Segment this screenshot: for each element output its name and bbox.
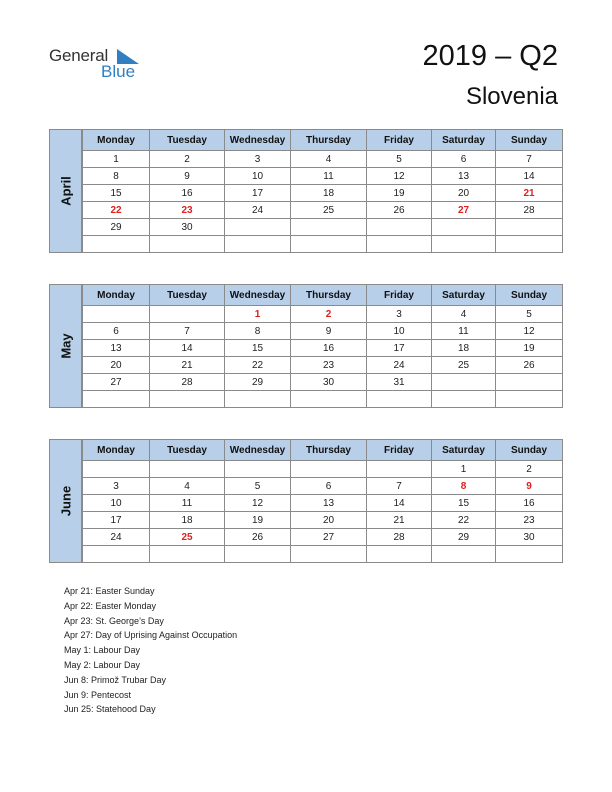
holiday-day-cell: 1: [225, 306, 291, 323]
day-cell: 14: [496, 168, 563, 185]
day-cell: 5: [367, 151, 432, 168]
empty-day-cell: [291, 219, 367, 236]
holiday-entry: Apr 27: Day of Uprising Against Occupation: [64, 630, 238, 641]
month-name: April: [58, 176, 73, 206]
weekday-header: Sunday: [496, 440, 563, 461]
day-cell: 30: [496, 529, 563, 546]
weekday-header-row: [83, 440, 563, 461]
month-label-panel: [49, 129, 82, 253]
week-row: [83, 391, 563, 408]
week-row: [83, 306, 563, 323]
week-row: [83, 202, 563, 219]
day-cell: 11: [291, 168, 367, 185]
empty-day-cell: [291, 236, 367, 253]
logo-text-general: General: [49, 46, 109, 65]
day-cell: 13: [291, 495, 367, 512]
empty-day-cell: [432, 219, 496, 236]
day-cell: 9: [291, 323, 367, 340]
day-cell: 28: [367, 529, 432, 546]
day-cell: 17: [83, 512, 150, 529]
day-cell: 20: [83, 357, 150, 374]
day-cell: 12: [225, 495, 291, 512]
day-cell: 17: [225, 185, 291, 202]
day-cell: 18: [291, 185, 367, 202]
empty-day-cell: [367, 546, 432, 563]
weekday-header: Thursday: [291, 440, 367, 461]
week-row: [83, 219, 563, 236]
month-label-panel: [49, 284, 82, 408]
empty-day-cell: [432, 236, 496, 253]
holiday-day-cell: 22: [83, 202, 150, 219]
weekday-header: Thursday: [291, 130, 367, 151]
week-row: [83, 151, 563, 168]
day-cell: 26: [496, 357, 563, 374]
day-cell: 10: [367, 323, 432, 340]
empty-day-cell: [83, 461, 150, 478]
day-cell: 6: [83, 323, 150, 340]
weekday-header: Friday: [367, 285, 432, 306]
day-cell: 11: [150, 495, 225, 512]
day-cell: 2: [150, 151, 225, 168]
weekday-header-row: [83, 130, 563, 151]
week-row: [83, 168, 563, 185]
week-row: [83, 512, 563, 529]
brand-logo: [49, 44, 149, 84]
empty-day-cell: [367, 236, 432, 253]
week-row: [83, 461, 563, 478]
day-cell: 22: [432, 512, 496, 529]
day-cell: 3: [83, 478, 150, 495]
empty-day-cell: [150, 306, 225, 323]
empty-day-cell: [225, 219, 291, 236]
holiday-entry: Apr 23: St. George’s Day: [64, 615, 164, 626]
week-row: [83, 236, 563, 253]
day-cell: 15: [432, 495, 496, 512]
weekday-header: Friday: [367, 130, 432, 151]
holiday-day-cell: 8: [432, 478, 496, 495]
weekday-header: Tuesday: [150, 440, 225, 461]
month-name: June: [58, 485, 73, 517]
weekday-header: Wednesday: [225, 285, 291, 306]
day-cell: 2: [496, 461, 563, 478]
week-row: [83, 357, 563, 374]
holiday-day-cell: 23: [150, 202, 225, 219]
day-cell: 19: [496, 340, 563, 357]
empty-day-cell: [367, 219, 432, 236]
day-cell: 24: [225, 202, 291, 219]
week-row: [83, 185, 563, 202]
empty-day-cell: [291, 546, 367, 563]
empty-day-cell: [83, 546, 150, 563]
empty-day-cell: [432, 391, 496, 408]
day-cell: 6: [432, 151, 496, 168]
empty-day-cell: [432, 546, 496, 563]
month-block-april: [49, 129, 564, 255]
day-cell: 20: [432, 185, 496, 202]
day-cell: 5: [496, 306, 563, 323]
day-cell: 4: [432, 306, 496, 323]
empty-day-cell: [83, 391, 150, 408]
day-cell: 7: [150, 323, 225, 340]
day-cell: 16: [496, 495, 563, 512]
week-row: [83, 374, 563, 391]
weekday-header: Monday: [83, 440, 150, 461]
empty-day-cell: [367, 391, 432, 408]
day-cell: 14: [367, 495, 432, 512]
holiday-entry: Apr 22: Easter Monday: [64, 600, 157, 611]
empty-day-cell: [496, 391, 563, 408]
day-cell: 23: [496, 512, 563, 529]
day-cell: 19: [367, 185, 432, 202]
holiday-entry: Apr 21: Easter Sunday: [64, 586, 155, 596]
day-cell: 24: [367, 357, 432, 374]
week-row: [83, 495, 563, 512]
month-label-panel: [49, 439, 82, 563]
day-cell: 13: [83, 340, 150, 357]
weekday-header: Friday: [367, 440, 432, 461]
weekday-header: Saturday: [432, 440, 496, 461]
country-name: Slovenia: [465, 83, 558, 110]
calendar-table: [82, 439, 563, 563]
holiday-list: [64, 584, 237, 717]
day-cell: 17: [367, 340, 432, 357]
day-cell: 29: [432, 529, 496, 546]
weekday-header: Monday: [83, 285, 150, 306]
weekday-header: Wednesday: [225, 130, 291, 151]
holiday-day-cell: 9: [496, 478, 563, 495]
calendar-table: [82, 129, 563, 253]
empty-day-cell: [291, 461, 367, 478]
holiday-day-cell: 21: [496, 185, 563, 202]
day-cell: 25: [432, 357, 496, 374]
empty-day-cell: [225, 546, 291, 563]
empty-day-cell: [225, 461, 291, 478]
empty-day-cell: [496, 546, 563, 563]
holiday-day-cell: 27: [432, 202, 496, 219]
holiday-entry: Jun 9: Pentecost: [64, 689, 132, 700]
empty-day-cell: [83, 236, 150, 253]
day-cell: 21: [367, 512, 432, 529]
day-cell: 5: [225, 478, 291, 495]
day-cell: 16: [291, 340, 367, 357]
day-cell: 21: [150, 357, 225, 374]
day-cell: 3: [225, 151, 291, 168]
weekday-header-row: [83, 285, 563, 306]
empty-day-cell: [83, 306, 150, 323]
day-cell: 28: [150, 374, 225, 391]
weekday-header: Tuesday: [150, 130, 225, 151]
day-cell: 3: [367, 306, 432, 323]
weekday-header: Thursday: [291, 285, 367, 306]
empty-day-cell: [432, 374, 496, 391]
empty-day-cell: [496, 236, 563, 253]
empty-day-cell: [225, 391, 291, 408]
holiday-entry: May 2: Labour Day: [64, 659, 141, 670]
holiday-day-cell: 2: [291, 306, 367, 323]
day-cell: 8: [225, 323, 291, 340]
empty-day-cell: [150, 461, 225, 478]
day-cell: 16: [150, 185, 225, 202]
weekday-header: Saturday: [432, 285, 496, 306]
day-cell: 14: [150, 340, 225, 357]
day-cell: 4: [150, 478, 225, 495]
week-row: [83, 529, 563, 546]
day-cell: 27: [291, 529, 367, 546]
empty-day-cell: [496, 374, 563, 391]
day-cell: 10: [83, 495, 150, 512]
day-cell: 31: [367, 374, 432, 391]
day-cell: 25: [291, 202, 367, 219]
day-cell: 20: [291, 512, 367, 529]
month-block-may: [49, 284, 564, 410]
day-cell: 29: [83, 219, 150, 236]
month-name: May: [58, 333, 73, 359]
day-cell: 28: [496, 202, 563, 219]
month-block-june: [49, 439, 564, 565]
week-row: [83, 323, 563, 340]
day-cell: 26: [225, 529, 291, 546]
empty-day-cell: [291, 391, 367, 408]
weekday-header: Wednesday: [225, 440, 291, 461]
holiday-entry: Jun 8: Primož Trubar Day: [64, 674, 167, 685]
day-cell: 1: [83, 151, 150, 168]
day-cell: 24: [83, 529, 150, 546]
empty-day-cell: [150, 391, 225, 408]
empty-day-cell: [150, 546, 225, 563]
weekday-header: Tuesday: [150, 285, 225, 306]
day-cell: 13: [432, 168, 496, 185]
day-cell: 12: [496, 323, 563, 340]
day-cell: 19: [225, 512, 291, 529]
calendar-table: [82, 284, 563, 408]
weekday-header: Sunday: [496, 285, 563, 306]
day-cell: 6: [291, 478, 367, 495]
day-cell: 10: [225, 168, 291, 185]
empty-day-cell: [225, 236, 291, 253]
week-row: [83, 546, 563, 563]
day-cell: 4: [291, 151, 367, 168]
week-row: [83, 478, 563, 495]
empty-day-cell: [496, 219, 563, 236]
day-cell: 26: [367, 202, 432, 219]
holiday-entry: Jun 25: Statehood Day: [64, 704, 156, 715]
day-cell: 15: [83, 185, 150, 202]
day-cell: 11: [432, 323, 496, 340]
day-cell: 30: [291, 374, 367, 391]
day-cell: 29: [225, 374, 291, 391]
weekday-header: Monday: [83, 130, 150, 151]
day-cell: 1: [432, 461, 496, 478]
logo-text-blue: Blue: [101, 62, 136, 81]
empty-day-cell: [367, 461, 432, 478]
holiday-entry: May 1: Labour Day: [64, 645, 141, 656]
day-cell: 12: [367, 168, 432, 185]
day-cell: 7: [496, 151, 563, 168]
day-cell: 30: [150, 219, 225, 236]
holiday-day-cell: 25: [150, 529, 225, 546]
day-cell: 18: [432, 340, 496, 357]
week-row: [83, 340, 563, 357]
weekday-header: Saturday: [432, 130, 496, 151]
empty-day-cell: [150, 236, 225, 253]
day-cell: 18: [150, 512, 225, 529]
day-cell: 7: [367, 478, 432, 495]
day-cell: 9: [150, 168, 225, 185]
day-cell: 23: [291, 357, 367, 374]
day-cell: 8: [83, 168, 150, 185]
day-cell: 22: [225, 357, 291, 374]
day-cell: 15: [225, 340, 291, 357]
weekday-header: Sunday: [496, 130, 563, 151]
day-cell: 27: [83, 374, 150, 391]
page-title: 2019 – Q2: [422, 40, 558, 72]
